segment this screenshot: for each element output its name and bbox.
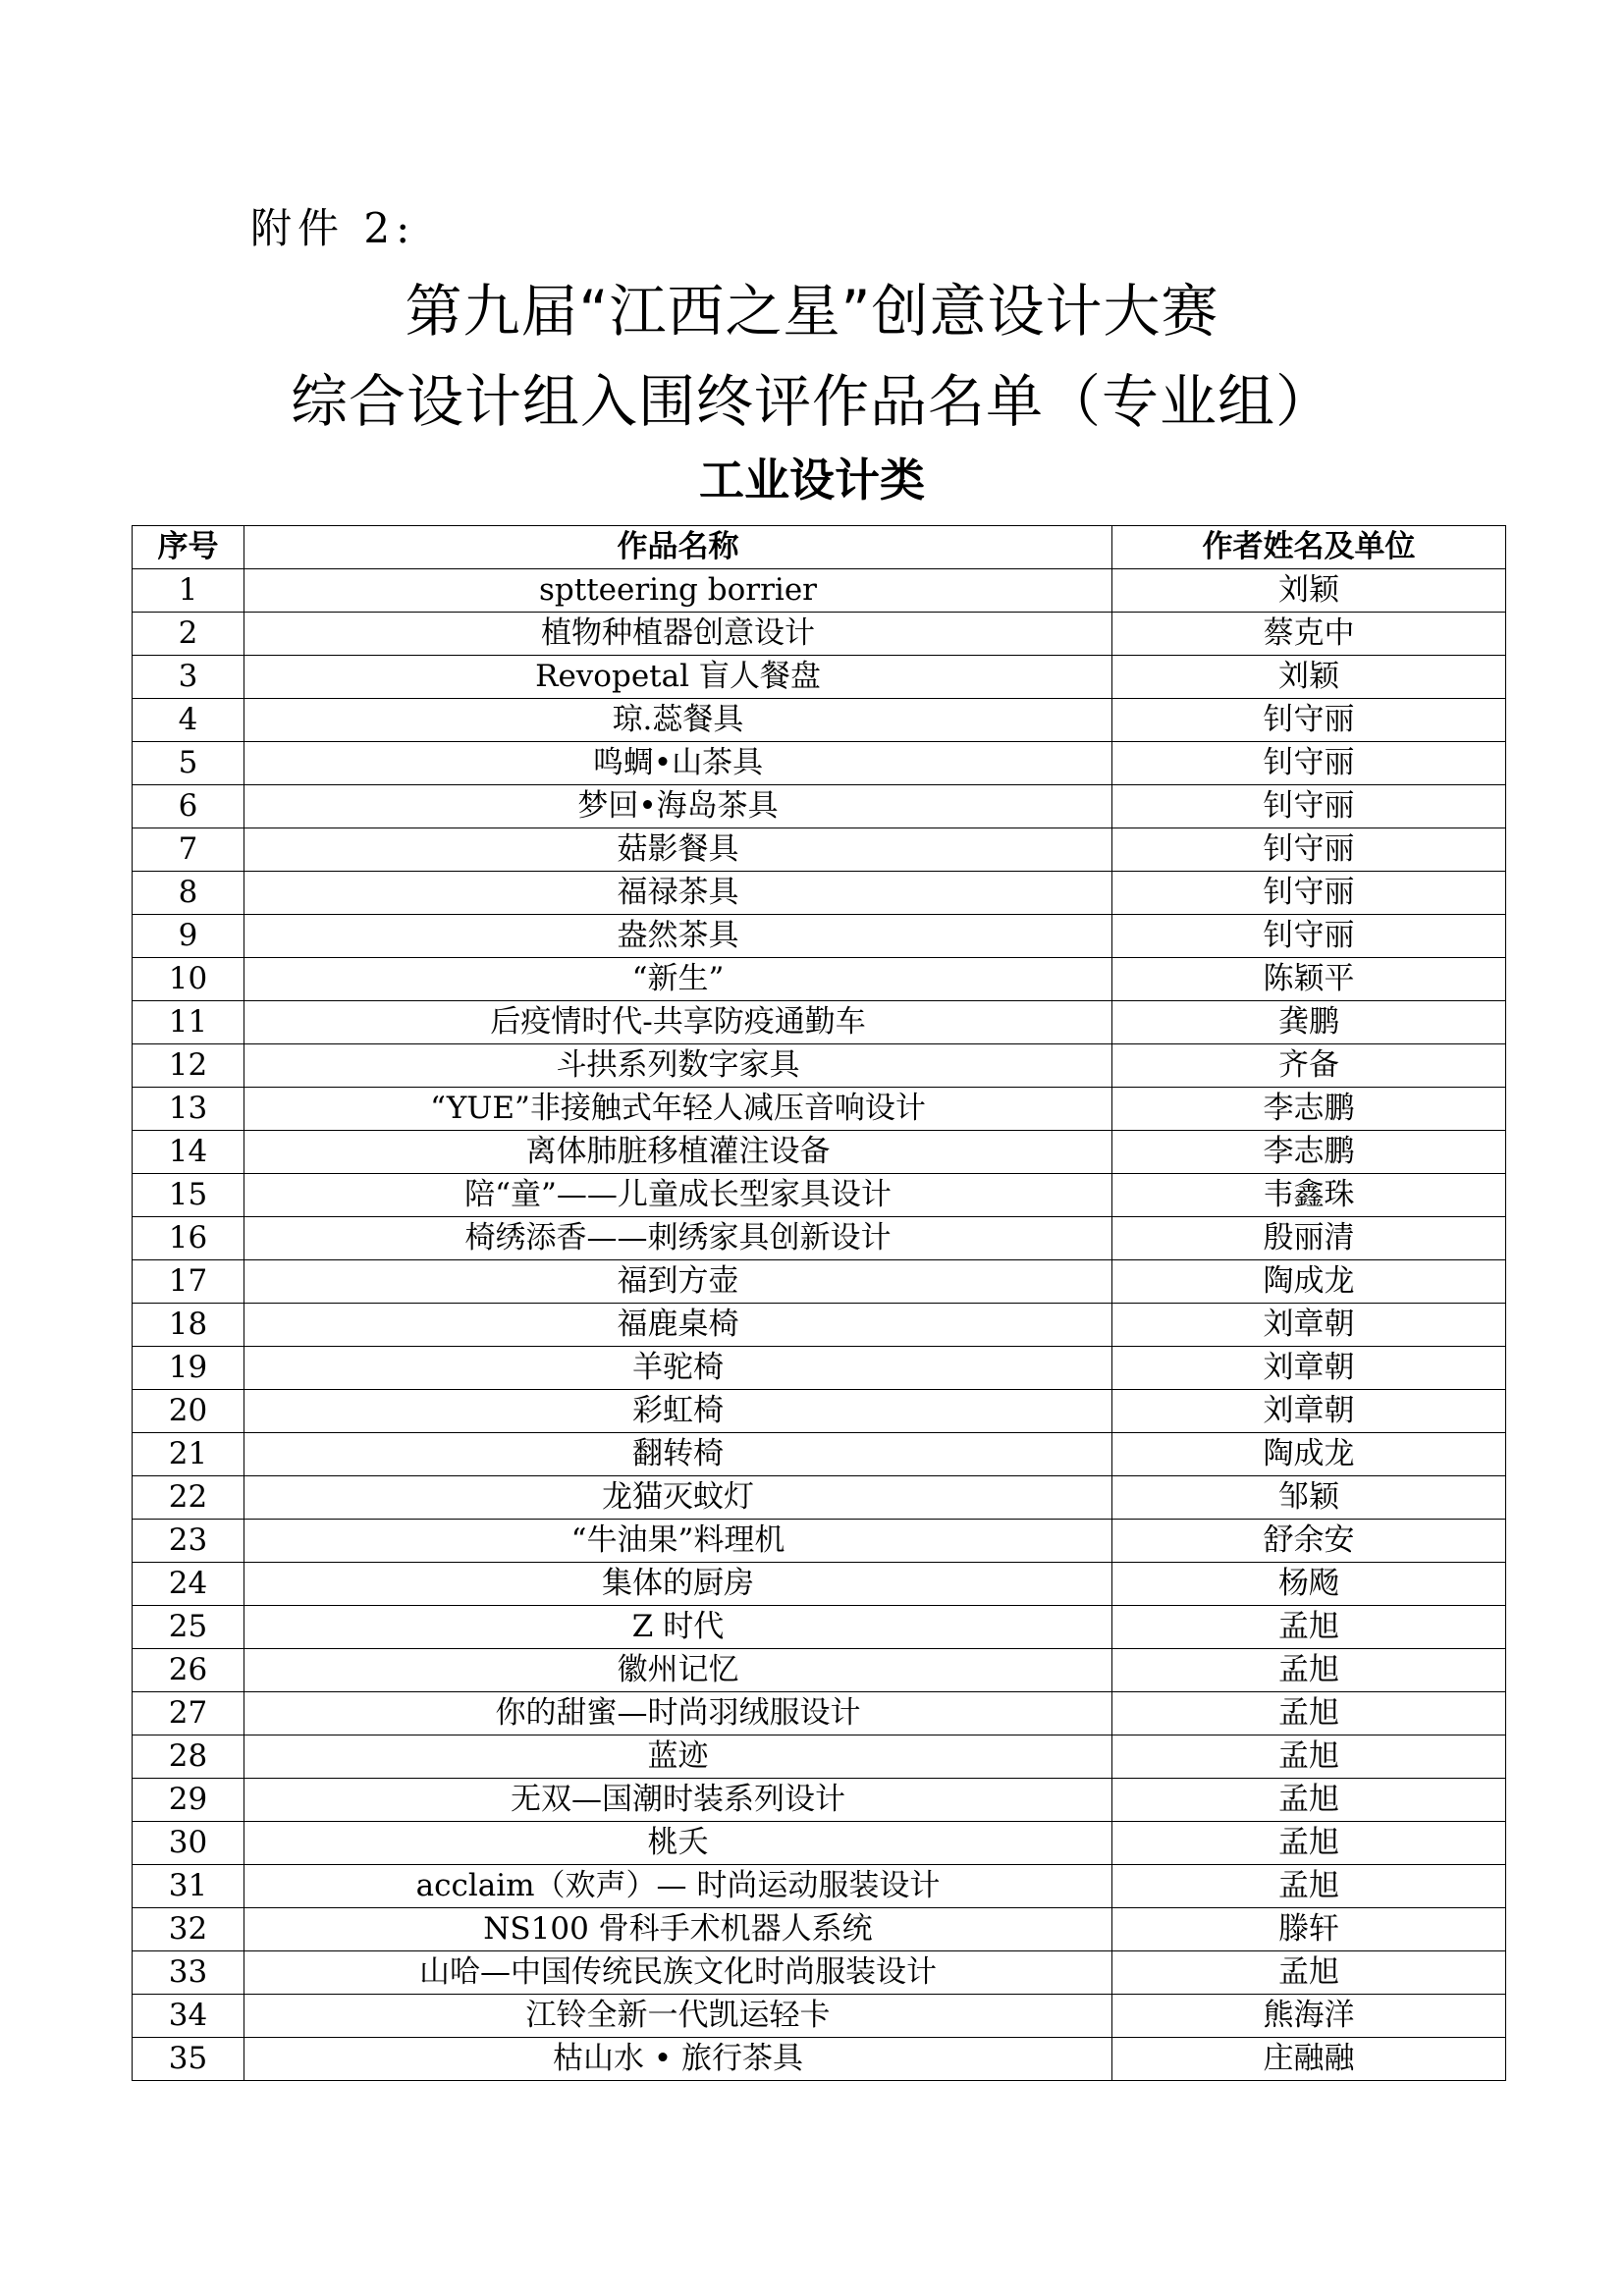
author-name: 刘颖 bbox=[1112, 656, 1506, 699]
author-name: 龚鹏 bbox=[1112, 1001, 1506, 1044]
row-number: 29 bbox=[133, 1779, 244, 1822]
author-name: 孟旭 bbox=[1112, 1865, 1506, 1908]
table-row bbox=[133, 1735, 1506, 1779]
table-row bbox=[133, 2038, 1506, 2081]
section-title: 工业设计类 bbox=[699, 454, 925, 507]
work-title: 琼.蕊餐具 bbox=[244, 699, 1112, 742]
document-title-line-1: 第九届“江西之星”创意设计大赛 bbox=[405, 278, 1219, 345]
table-row bbox=[133, 1088, 1506, 1131]
row-number: 25 bbox=[133, 1606, 244, 1649]
work-title: 你的甜蜜—时尚羽绒服设计 bbox=[244, 1692, 1112, 1735]
author-name: 孟旭 bbox=[1112, 1951, 1506, 1995]
row-number: 33 bbox=[133, 1951, 244, 1995]
work-title: 后疫情时代-共享防疫通勤车 bbox=[244, 1001, 1112, 1044]
row-number: 31 bbox=[133, 1865, 244, 1908]
table-row bbox=[133, 1304, 1506, 1347]
author-name: 李志鹏 bbox=[1112, 1131, 1506, 1174]
row-number: 10 bbox=[133, 958, 244, 1001]
author-name: 邹颖 bbox=[1112, 1476, 1506, 1520]
work-title: 枯山水 • 旅行茶具 bbox=[244, 2038, 1112, 2081]
work-title: 集体的厨房 bbox=[244, 1563, 1112, 1606]
author-name: 陶成龙 bbox=[1112, 1433, 1506, 1476]
table-row bbox=[133, 1433, 1506, 1476]
attachment-label: 附件 2: bbox=[250, 204, 416, 252]
row-number: 2 bbox=[133, 613, 244, 656]
header-work-title: 作品名称 bbox=[244, 526, 1112, 569]
work-title: 盎然茶具 bbox=[244, 915, 1112, 958]
table-row bbox=[133, 1995, 1506, 2038]
row-number: 24 bbox=[133, 1563, 244, 1606]
table-row bbox=[133, 1606, 1506, 1649]
row-number: 34 bbox=[133, 1995, 244, 2038]
row-number: 15 bbox=[133, 1174, 244, 1217]
work-title: 无双—国潮时装系列设计 bbox=[244, 1779, 1112, 1822]
work-title: 山哈—中国传统民族文化时尚服装设计 bbox=[244, 1951, 1112, 1995]
table-row bbox=[133, 1779, 1506, 1822]
work-title: 翻转椅 bbox=[244, 1433, 1112, 1476]
table-body bbox=[133, 569, 1506, 2081]
author-name: 孟旭 bbox=[1112, 1735, 1506, 1779]
author-name: 陶成龙 bbox=[1112, 1260, 1506, 1304]
table-row bbox=[133, 1390, 1506, 1433]
author-name: 刘颖 bbox=[1112, 569, 1506, 613]
row-number: 4 bbox=[133, 699, 244, 742]
work-title: acclaim（欢声）— 时尚运动服装设计 bbox=[244, 1865, 1112, 1908]
author-name: 刘章朝 bbox=[1112, 1390, 1506, 1433]
work-title: Z 时代 bbox=[244, 1606, 1112, 1649]
author-name: 齐备 bbox=[1112, 1044, 1506, 1088]
work-title: NS100 骨科手术机器人系统 bbox=[244, 1908, 1112, 1951]
table-row bbox=[133, 656, 1506, 699]
table-row bbox=[133, 1044, 1506, 1088]
row-number: 16 bbox=[133, 1217, 244, 1260]
author-name: 钊守丽 bbox=[1112, 742, 1506, 785]
work-title: 羊驼椅 bbox=[244, 1347, 1112, 1390]
author-name: 杨飏 bbox=[1112, 1563, 1506, 1606]
work-title: 福禄茶具 bbox=[244, 872, 1112, 915]
row-number: 7 bbox=[133, 828, 244, 872]
row-number: 6 bbox=[133, 785, 244, 828]
table-row bbox=[133, 828, 1506, 872]
row-number: 13 bbox=[133, 1088, 244, 1131]
table-row bbox=[133, 1217, 1506, 1260]
author-name: 刘章朝 bbox=[1112, 1304, 1506, 1347]
row-number: 35 bbox=[133, 2038, 244, 2081]
work-title: 桃夭 bbox=[244, 1822, 1112, 1865]
row-number: 14 bbox=[133, 1131, 244, 1174]
author-name: 钊守丽 bbox=[1112, 828, 1506, 872]
work-title: 植物种植器创意设计 bbox=[244, 613, 1112, 656]
author-name: 钊守丽 bbox=[1112, 785, 1506, 828]
work-title: 椅绣添香——刺绣家具创新设计 bbox=[244, 1217, 1112, 1260]
table-row bbox=[133, 1174, 1506, 1217]
header-number: 序号 bbox=[133, 526, 244, 569]
work-title: 彩虹椅 bbox=[244, 1390, 1112, 1433]
author-name: 陈颖平 bbox=[1112, 958, 1506, 1001]
row-number: 27 bbox=[133, 1692, 244, 1735]
table-row bbox=[133, 1865, 1506, 1908]
table-row bbox=[133, 699, 1506, 742]
author-name: 韦鑫珠 bbox=[1112, 1174, 1506, 1217]
row-number: 30 bbox=[133, 1822, 244, 1865]
row-number: 26 bbox=[133, 1649, 244, 1692]
author-name: 舒余安 bbox=[1112, 1520, 1506, 1563]
author-name: 庄融融 bbox=[1112, 2038, 1506, 2081]
table-header-row bbox=[133, 526, 1506, 569]
table-row bbox=[133, 742, 1506, 785]
table-row bbox=[133, 1692, 1506, 1735]
table-row bbox=[133, 1260, 1506, 1304]
author-name: 滕轩 bbox=[1112, 1908, 1506, 1951]
table-row bbox=[133, 1822, 1506, 1865]
author-name: 钊守丽 bbox=[1112, 872, 1506, 915]
row-number: 1 bbox=[133, 569, 244, 613]
work-title: 江铃全新一代凯运轻卡 bbox=[244, 1995, 1112, 2038]
table-row bbox=[133, 1001, 1506, 1044]
work-title: 蓝迹 bbox=[244, 1735, 1112, 1779]
author-name: 李志鹏 bbox=[1112, 1088, 1506, 1131]
author-name: 殷丽清 bbox=[1112, 1217, 1506, 1260]
row-number: 19 bbox=[133, 1347, 244, 1390]
table-row bbox=[133, 1347, 1506, 1390]
work-title: “YUE”非接触式年轻人减压音响设计 bbox=[244, 1088, 1112, 1131]
row-number: 17 bbox=[133, 1260, 244, 1304]
work-title: “牛油果”料理机 bbox=[244, 1520, 1112, 1563]
work-title: 福到方壶 bbox=[244, 1260, 1112, 1304]
row-number: 3 bbox=[133, 656, 244, 699]
author-name: 熊海洋 bbox=[1112, 1995, 1506, 2038]
table-row bbox=[133, 1131, 1506, 1174]
author-name: 孟旭 bbox=[1112, 1822, 1506, 1865]
row-number: 18 bbox=[133, 1304, 244, 1347]
work-title: Revopetal 盲人餐盘 bbox=[244, 656, 1112, 699]
author-name: 孟旭 bbox=[1112, 1606, 1506, 1649]
row-number: 9 bbox=[133, 915, 244, 958]
row-number: 12 bbox=[133, 1044, 244, 1088]
work-title: 福鹿桌椅 bbox=[244, 1304, 1112, 1347]
table-row bbox=[133, 915, 1506, 958]
author-name: 钊守丽 bbox=[1112, 915, 1506, 958]
table-row bbox=[133, 1563, 1506, 1606]
work-title: 龙猫灭蚊灯 bbox=[244, 1476, 1112, 1520]
work-title: 徽州记忆 bbox=[244, 1649, 1112, 1692]
table-row bbox=[133, 958, 1506, 1001]
table-row bbox=[133, 1476, 1506, 1520]
row-number: 21 bbox=[133, 1433, 244, 1476]
row-number: 28 bbox=[133, 1735, 244, 1779]
row-number: 22 bbox=[133, 1476, 244, 1520]
author-name: 钊守丽 bbox=[1112, 699, 1506, 742]
table-row bbox=[133, 785, 1506, 828]
author-name: 刘章朝 bbox=[1112, 1347, 1506, 1390]
table-row bbox=[133, 613, 1506, 656]
table-row bbox=[133, 569, 1506, 613]
row-number: 5 bbox=[133, 742, 244, 785]
work-title: 陪“童”——儿童成长型家具设计 bbox=[244, 1174, 1112, 1217]
header-author: 作者姓名及单位 bbox=[1112, 526, 1506, 569]
work-title: 菇影餐具 bbox=[244, 828, 1112, 872]
work-title: 离体肺脏移植灌注设备 bbox=[244, 1131, 1112, 1174]
author-name: 孟旭 bbox=[1112, 1692, 1506, 1735]
table-row bbox=[133, 872, 1506, 915]
document-title-line-2: 综合设计组入围终评作品名单（专业组） bbox=[290, 368, 1333, 435]
table-row bbox=[133, 1908, 1506, 1951]
table-row bbox=[133, 1951, 1506, 1995]
work-title: sptteering borrier bbox=[244, 569, 1112, 613]
work-title: 梦回•海岛茶具 bbox=[244, 785, 1112, 828]
row-number: 8 bbox=[133, 872, 244, 915]
author-name: 孟旭 bbox=[1112, 1649, 1506, 1692]
row-number: 11 bbox=[133, 1001, 244, 1044]
table-row bbox=[133, 1520, 1506, 1563]
works-table bbox=[132, 525, 1506, 2081]
work-title: 斗拱系列数字家具 bbox=[244, 1044, 1112, 1088]
row-number: 23 bbox=[133, 1520, 244, 1563]
author-name: 蔡克中 bbox=[1112, 613, 1506, 656]
author-name: 孟旭 bbox=[1112, 1779, 1506, 1822]
work-title: “新生” bbox=[244, 958, 1112, 1001]
table-row bbox=[133, 1649, 1506, 1692]
row-number: 20 bbox=[133, 1390, 244, 1433]
work-title: 鸣蜩•山茶具 bbox=[244, 742, 1112, 785]
row-number: 32 bbox=[133, 1908, 244, 1951]
